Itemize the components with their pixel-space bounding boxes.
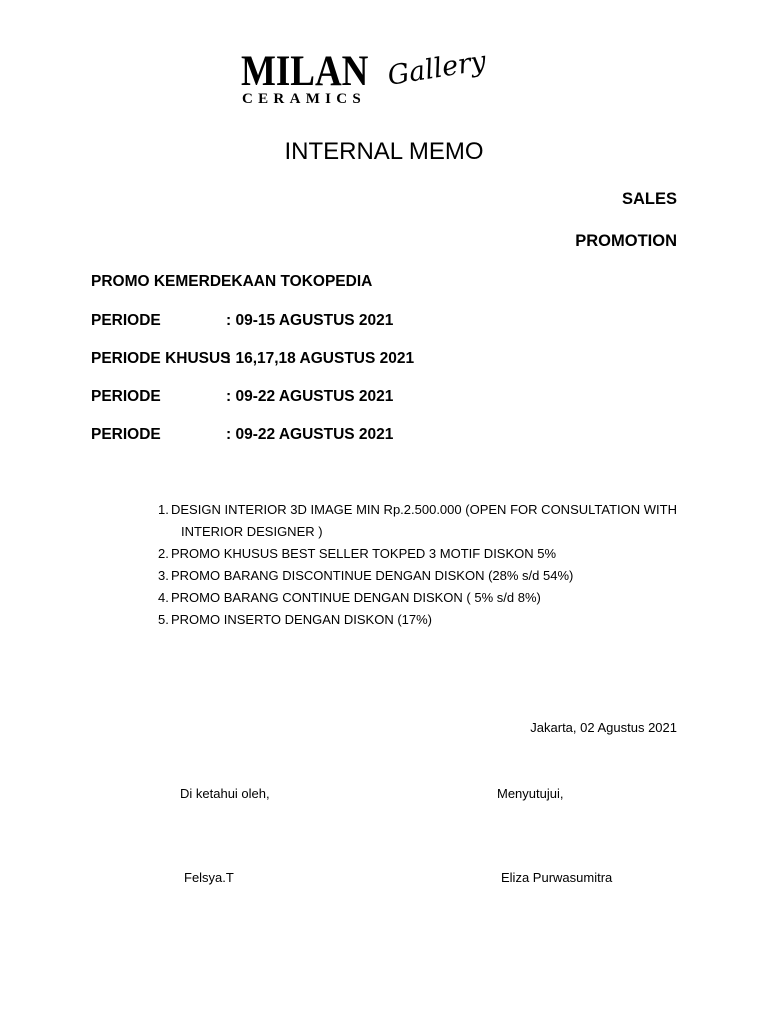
period-value: : 09-22 AGUSTUS 2021	[226, 426, 394, 443]
period-label: PERIODE	[91, 312, 161, 329]
approved-name: Eliza Purwasumitra	[501, 870, 613, 885]
period-value: : 09-22 AGUSTUS 2021	[226, 388, 394, 405]
period-label: PERIODE KHUSUS	[91, 350, 231, 367]
division-heading: PROMOTION	[575, 232, 677, 250]
list-item-text: PROMO KHUSUS BEST SELLER TOKPED 3 MOTIF DISKON 5%	[171, 546, 557, 561]
list-item-number: 2.	[158, 546, 169, 561]
list-item-text: DESIGN INTERIOR 3D IMAGE MIN Rp.2.500.000 (OPEN FOR CONSULTATION WITH	[171, 502, 677, 517]
memo-subject: PROMO KEMERDEKAAN TOKOPEDIA	[91, 273, 373, 290]
logo-script-text: Gallery	[385, 45, 489, 92]
department-heading: SALES	[621, 190, 677, 208]
period-label: PERIODE	[91, 388, 161, 405]
logo-subtext: CERAMICS	[242, 91, 367, 107]
list-item-text: PROMO INSERTO DENGAN DISKON (17%)	[171, 612, 433, 627]
place-date: Jakarta, 02 Agustus 2021	[530, 720, 677, 735]
logo-brand-text: MILAN	[241, 48, 369, 95]
list-item-text: PROMO BARANG CONTINUE DENGAN DISKON ( 5% s/d 8%)	[171, 590, 541, 605]
list-item-text-continued: INTERIOR DESIGNER )	[181, 524, 323, 539]
acknowledged-name: Felsya.T	[184, 870, 234, 885]
period-value: : 09-15 AGUSTUS 2021	[226, 312, 394, 329]
list-item-number: 5.	[158, 612, 169, 627]
list-item-number: 1.	[158, 502, 169, 517]
list-item-number: 4.	[158, 590, 169, 605]
acknowledged-label: Di ketahui oleh,	[180, 786, 270, 801]
period-value: : 16,17,18 AGUSTUS 2021	[226, 350, 415, 367]
approved-label: Menyutujui,	[497, 786, 564, 801]
memo-title: INTERNAL MEMO	[284, 138, 484, 165]
period-label: PERIODE	[91, 426, 161, 443]
list-item-text: PROMO BARANG DISCONTINUE DENGAN DISKON (28% s/d 54%)	[171, 568, 574, 583]
list-item-number: 3.	[158, 568, 169, 583]
